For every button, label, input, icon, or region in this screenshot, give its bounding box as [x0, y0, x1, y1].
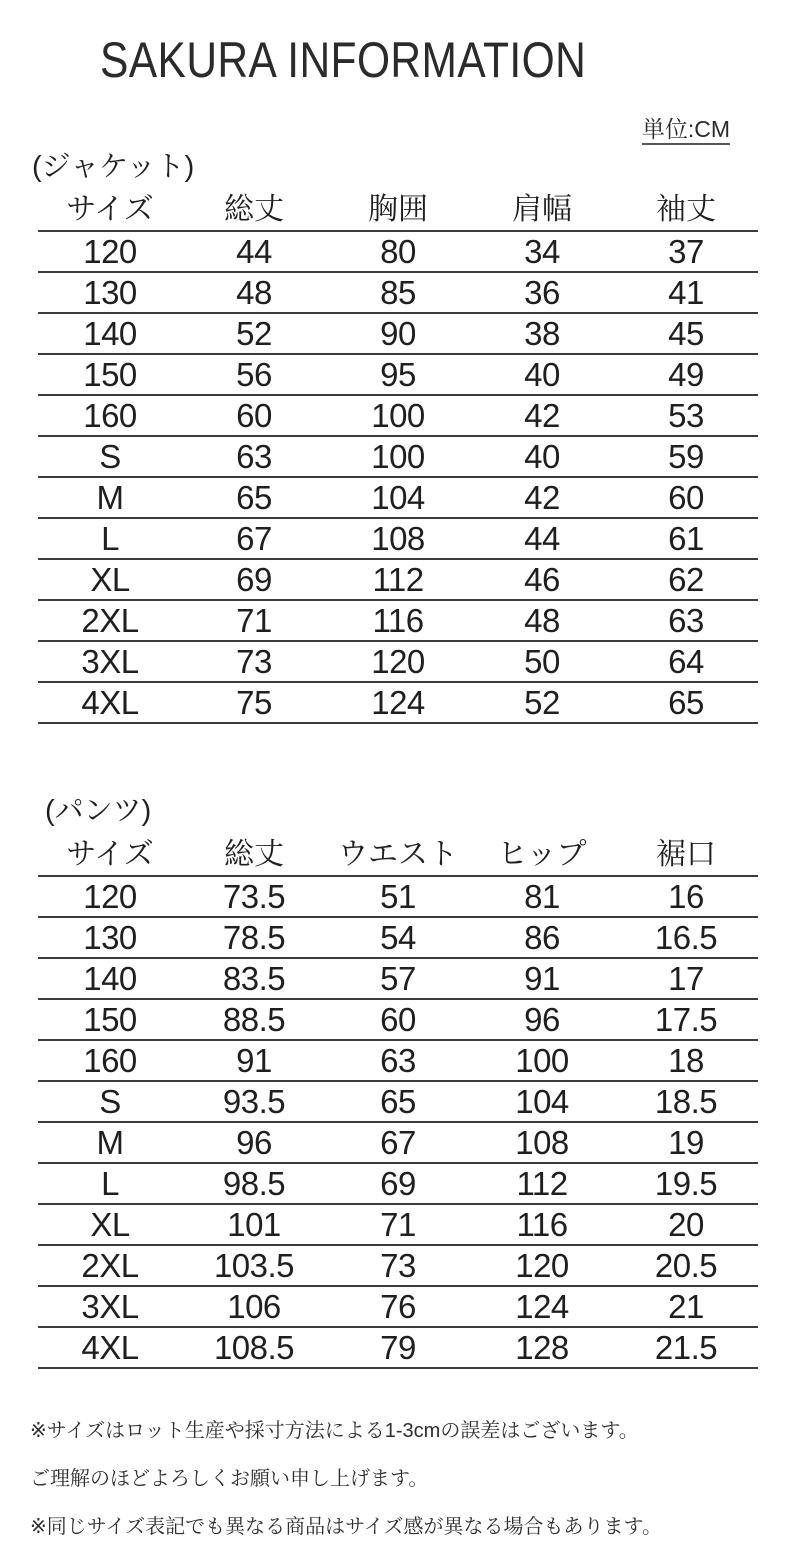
table-cell: M	[38, 1122, 182, 1163]
table-cell: 2XL	[38, 1245, 182, 1286]
table-row	[38, 1245, 758, 1286]
table-cell: 56	[182, 354, 326, 395]
table-cell: 106	[182, 1286, 326, 1327]
table-cell: 128	[470, 1327, 614, 1368]
table-cell: 95	[326, 354, 470, 395]
column-header-size: サイズ	[38, 189, 182, 231]
table-cell: 103.5	[182, 1245, 326, 1286]
table-cell: 160	[38, 395, 182, 436]
jacket-section-label: (ジャケット)	[32, 150, 195, 183]
page-title	[0, 0, 800, 90]
column-header-total-length: 総丈	[182, 834, 326, 876]
table-row	[38, 313, 758, 354]
table-cell: XL	[38, 559, 182, 600]
table-row	[38, 518, 758, 559]
table-cell: 38	[470, 313, 614, 354]
table-cell: 120	[326, 641, 470, 682]
table-cell: 44	[470, 518, 614, 559]
table-row	[38, 1286, 758, 1327]
table-cell: 140	[38, 313, 182, 354]
table-cell: L	[38, 1163, 182, 1204]
table-cell: 53	[614, 395, 758, 436]
table-cell: M	[38, 477, 182, 518]
column-header-size: サイズ	[38, 834, 182, 876]
table-cell: 52	[182, 313, 326, 354]
footnote-size-feel: ※同じサイズ表記でも異なる商品はサイズ感が異なる場合もあります。	[30, 1516, 662, 1539]
table-cell: 71	[182, 600, 326, 641]
table-row	[38, 395, 758, 436]
pants-section-label: (パンツ)	[45, 795, 152, 828]
table-cell: 124	[470, 1286, 614, 1327]
table-cell: 91	[470, 958, 614, 999]
table-cell: 50	[470, 641, 614, 682]
table-cell: XL	[38, 1204, 182, 1245]
table-header-row	[38, 834, 758, 876]
table-cell: 100	[470, 1040, 614, 1081]
table-cell: 69	[326, 1163, 470, 1204]
table-cell: 83.5	[182, 958, 326, 999]
table-cell: 120	[38, 876, 182, 917]
table-cell: 21.5	[614, 1327, 758, 1368]
table-row	[38, 436, 758, 477]
table-cell: 40	[470, 436, 614, 477]
table-cell: 63	[326, 1040, 470, 1081]
table-row	[38, 1081, 758, 1122]
column-header-hem: 裾口	[614, 834, 758, 876]
table-row	[38, 999, 758, 1040]
table-cell: 46	[470, 559, 614, 600]
table-cell: 108	[470, 1122, 614, 1163]
table-cell: 59	[614, 436, 758, 477]
table-row	[38, 600, 758, 641]
footnotes	[30, 1419, 800, 1539]
table-cell: 124	[326, 682, 470, 723]
table-row	[38, 958, 758, 999]
pants-table-header	[38, 834, 758, 876]
table-cell: S	[38, 1081, 182, 1122]
table-cell: 150	[38, 354, 182, 395]
table-cell: 37	[614, 231, 758, 272]
table-cell: 91	[182, 1040, 326, 1081]
table-cell: 101	[182, 1204, 326, 1245]
table-cell: 78.5	[182, 917, 326, 958]
table-cell: 112	[326, 559, 470, 600]
table-cell: 90	[326, 313, 470, 354]
table-cell: 116	[326, 600, 470, 641]
table-cell: 108	[326, 518, 470, 559]
table-cell: 20	[614, 1204, 758, 1245]
table-cell: 71	[326, 1204, 470, 1245]
unit-row	[0, 116, 800, 144]
table-cell: 120	[470, 1245, 614, 1286]
table-cell: 86	[470, 917, 614, 958]
table-cell: 41	[614, 272, 758, 313]
table-cell: 81	[470, 876, 614, 917]
table-cell: 40	[470, 354, 614, 395]
table-row	[38, 1040, 758, 1081]
table-cell: 64	[614, 641, 758, 682]
table-cell: 36	[470, 272, 614, 313]
table-cell: 104	[326, 477, 470, 518]
table-row	[38, 641, 758, 682]
table-cell: 73	[182, 641, 326, 682]
table-cell: 140	[38, 958, 182, 999]
table-cell: 67	[182, 518, 326, 559]
table-row	[38, 1163, 758, 1204]
table-cell: 45	[614, 313, 758, 354]
pants-table-body	[38, 876, 758, 1368]
table-header-row	[38, 189, 758, 231]
table-cell: 120	[38, 231, 182, 272]
table-row	[38, 477, 758, 518]
table-cell: 63	[614, 600, 758, 641]
table-cell: 100	[326, 395, 470, 436]
table-cell: 16.5	[614, 917, 758, 958]
table-cell: 20.5	[614, 1245, 758, 1286]
table-cell: 48	[470, 600, 614, 641]
table-cell: 112	[470, 1163, 614, 1204]
table-cell: 48	[182, 272, 326, 313]
table-cell: 67	[326, 1122, 470, 1163]
table-cell: 34	[470, 231, 614, 272]
table-cell: 73.5	[182, 876, 326, 917]
table-cell: 3XL	[38, 1286, 182, 1327]
table-row	[38, 1204, 758, 1245]
table-cell: 69	[182, 559, 326, 600]
table-cell: 3XL	[38, 641, 182, 682]
table-cell: 17.5	[614, 999, 758, 1040]
table-cell: 130	[38, 272, 182, 313]
table-row	[38, 354, 758, 395]
column-header-shoulder: 肩幅	[470, 189, 614, 231]
table-cell: 104	[470, 1081, 614, 1122]
table-cell: 65	[614, 682, 758, 723]
table-cell: 54	[326, 917, 470, 958]
table-cell: 18	[614, 1040, 758, 1081]
table-cell: 44	[182, 231, 326, 272]
table-cell: 51	[326, 876, 470, 917]
table-cell: 4XL	[38, 1327, 182, 1368]
table-cell: 63	[182, 436, 326, 477]
table-cell: 73	[326, 1245, 470, 1286]
table-cell: 96	[470, 999, 614, 1040]
column-header-sleeve: 袖丈	[614, 189, 758, 231]
table-cell: 76	[326, 1286, 470, 1327]
table-cell: 130	[38, 917, 182, 958]
table-cell: 19	[614, 1122, 758, 1163]
column-header-chest: 胸囲	[326, 189, 470, 231]
table-row	[38, 876, 758, 917]
table-cell: 42	[470, 395, 614, 436]
table-row	[38, 231, 758, 272]
table-cell: 88.5	[182, 999, 326, 1040]
table-cell: 52	[470, 682, 614, 723]
unit-label: 単位:CM	[642, 116, 730, 145]
jacket-table-body	[38, 231, 758, 723]
table-cell: 60	[326, 999, 470, 1040]
table-cell: 21	[614, 1286, 758, 1327]
table-cell: 98.5	[182, 1163, 326, 1204]
table-row	[38, 272, 758, 313]
table-cell: 18.5	[614, 1081, 758, 1122]
table-row	[38, 559, 758, 600]
table-cell: 16	[614, 876, 758, 917]
table-row	[38, 682, 758, 723]
column-header-waist: ウエスト	[326, 834, 470, 876]
table-cell: 49	[614, 354, 758, 395]
table-row	[38, 917, 758, 958]
table-cell: 79	[326, 1327, 470, 1368]
table-cell: 65	[182, 477, 326, 518]
table-cell: 116	[470, 1204, 614, 1245]
table-row	[38, 1122, 758, 1163]
footnote-understanding: ご理解のほどよろしくお願い申し上げます。	[30, 1468, 429, 1491]
table-cell: 75	[182, 682, 326, 723]
table-cell: 2XL	[38, 600, 182, 641]
table-cell: 160	[38, 1040, 182, 1081]
table-cell: 42	[470, 477, 614, 518]
table-cell: 57	[326, 958, 470, 999]
table-cell: 61	[614, 518, 758, 559]
table-row	[38, 1327, 758, 1368]
jacket-table-header	[38, 189, 758, 231]
table-cell: 60	[614, 477, 758, 518]
table-cell: 150	[38, 999, 182, 1040]
column-header-total-length: 総丈	[182, 189, 326, 231]
footnote-tolerance: ※サイズはロット生産や採寸方法による1-3cmの誤差はございます。	[30, 1420, 639, 1443]
table-cell: 108.5	[182, 1327, 326, 1368]
table-cell: 65	[326, 1081, 470, 1122]
table-cell: L	[38, 518, 182, 559]
pants-size-table	[38, 834, 758, 1369]
table-cell: 80	[326, 231, 470, 272]
table-cell: 19.5	[614, 1163, 758, 1204]
table-cell: 93.5	[182, 1081, 326, 1122]
table-cell: 60	[182, 395, 326, 436]
table-cell: 4XL	[38, 682, 182, 723]
table-cell: S	[38, 436, 182, 477]
jacket-size-table	[38, 189, 758, 724]
table-cell: 96	[182, 1122, 326, 1163]
table-cell: 17	[614, 958, 758, 999]
page-title-text: SAKURA INFORMATION	[100, 32, 587, 88]
table-cell: 62	[614, 559, 758, 600]
table-cell: 100	[326, 436, 470, 477]
column-header-hip: ヒップ	[470, 834, 614, 876]
table-cell: 85	[326, 272, 470, 313]
